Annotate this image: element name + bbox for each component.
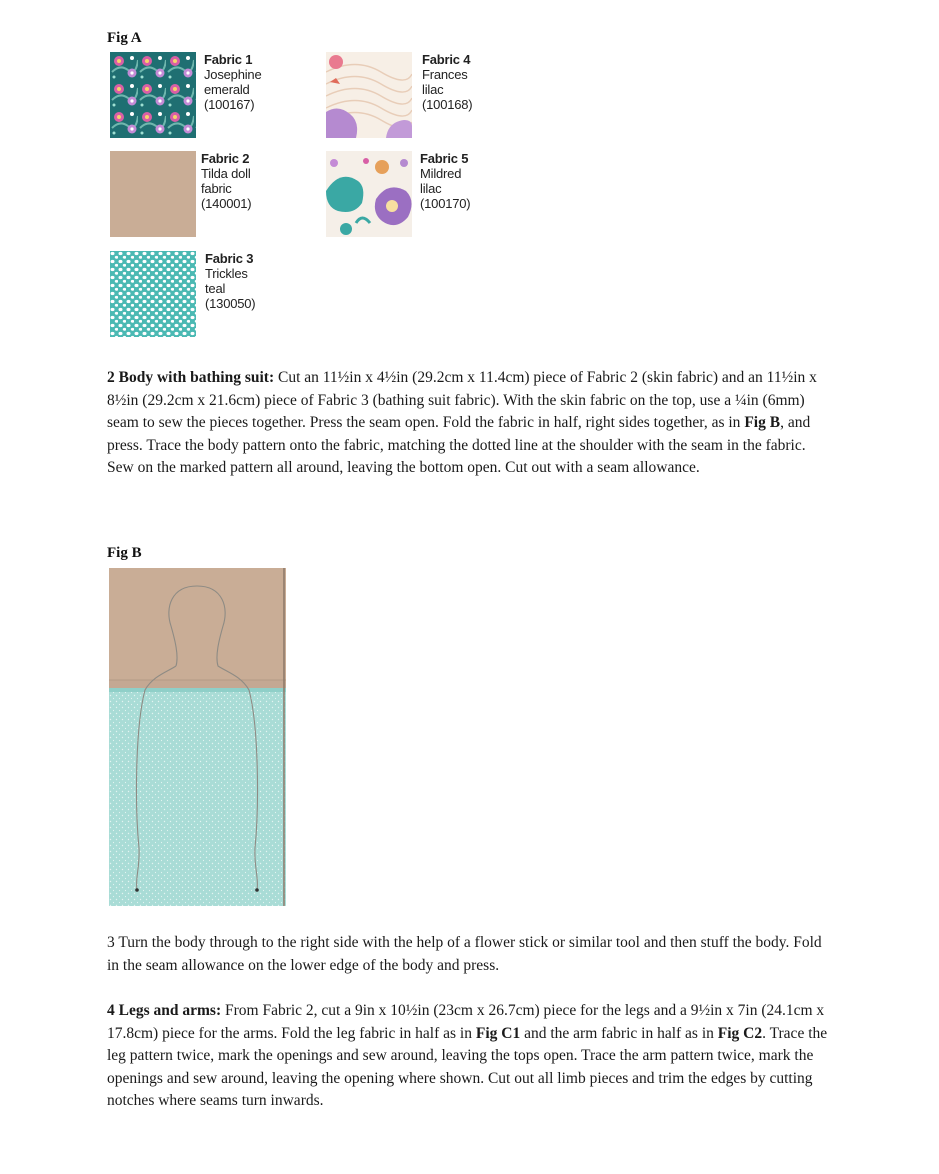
fabric-5-line-2: lilac — [420, 181, 442, 196]
fabric-1-name: Fabric 1 — [204, 52, 253, 67]
fabric-4-label — [422, 52, 472, 112]
step-2-text-after: , and press. Trace the body pattern onto the fabric, matching the dotted line at the shoulder with the seam in the fabric. Sew on the marked pattern all around, leaving the bottom open. Cut out with a seam allowance. — [107, 414, 811, 476]
fig-c2-reference: Fig C2 — [717, 1024, 763, 1042]
fabric-2-name: Fabric 2 — [201, 151, 250, 166]
fig-a-title: Fig A — [107, 30, 142, 46]
fabric-2-line-2: fabric — [201, 181, 232, 196]
fabric-1-label — [204, 52, 261, 112]
fabric-2-line-3: (140001) — [201, 196, 252, 211]
step-4-text-c: . Trace the leg pattern twice, mark the openings and sew around, leaving the tops open. Trace the arm pattern twice, mark the openings and sew around, leaving the opening where shown. Cut out all limb pieces and trim the edges by cutting notches where seams turn inwards. — [107, 1024, 828, 1109]
step-4-text-a: From Fabric 2, cut a 9in x 10½in (23cm x 26.7cm) piece for the legs and a 9½in x 7in (24.1cm x 17.8cm) piece for the arms. Fold the leg fabric in half as in — [107, 1002, 825, 1042]
fabric-5-label — [420, 151, 470, 211]
fabric-5-line-3: (100170) — [420, 196, 471, 211]
step-4-paragraph — [107, 1000, 832, 1113]
fabric-1-line-3: (100167) — [204, 97, 255, 112]
fabric-3-line-1: Trickles — [205, 266, 248, 281]
fabric-4-swatch — [326, 52, 412, 138]
fabric-3-swatch — [110, 251, 196, 337]
fabric-5-swatch — [326, 151, 412, 237]
step-2-heading: 2 Body with bathing suit: — [107, 369, 275, 386]
fabric-4-line-2: lilac — [422, 82, 444, 97]
step-4-heading: 4 Legs and arms: — [107, 1002, 222, 1019]
fabric-2-label — [201, 151, 251, 211]
fabric-1-swatch — [110, 52, 196, 138]
step-4-text-b: and the arm fabric in half as in — [520, 1024, 718, 1042]
fabric-1-line-1: Josephine — [204, 67, 262, 82]
fabric-5-line-1: Mildred — [420, 166, 462, 181]
fabric-4-name: Fabric 4 — [422, 52, 471, 67]
fabric-2-line-1: Tilda doll — [201, 166, 251, 181]
fig-b-diagram — [109, 568, 286, 906]
fabric-3-label — [205, 251, 255, 311]
fig-b-reference: Fig B — [744, 414, 781, 431]
fabric-3-line-2: teal — [205, 281, 226, 296]
step-2-paragraph — [107, 367, 832, 480]
fig-c1-reference: Fig C1 — [475, 1024, 521, 1042]
fabric-2-swatch — [110, 151, 196, 237]
fabric-5-name: Fabric 5 — [420, 151, 469, 166]
fabric-3-name: Fabric 3 — [205, 251, 254, 266]
fabric-1-line-2: emerald — [204, 82, 250, 97]
step-2-text: Cut an 11½in x 4½in (29.2cm x 11.4cm) piece of Fabric 2 (skin fabric) and an 11½in x 8½in (29.2cm x 21.6cm) piece of Fabric 3 (bathing suit fabric). With the skin fabric on the top, use a ¼in (6mm) seam to sew the pieces together. Press the seam open. Fold the fabric in half, right sides together, as in — [107, 369, 817, 431]
step-3-paragraph: 3 Turn the body through to the right side with the help of a flower stick or similar tool and then stuff the body. Fold in the seam allowance on the lower edge of the body and press. — [107, 934, 822, 974]
fig-b-title: Fig B — [107, 545, 142, 561]
fabric-4-line-3: (100168) — [422, 97, 473, 112]
fabric-3-line-3: (130050) — [205, 296, 256, 311]
fabric-4-line-1: Frances — [422, 67, 468, 82]
